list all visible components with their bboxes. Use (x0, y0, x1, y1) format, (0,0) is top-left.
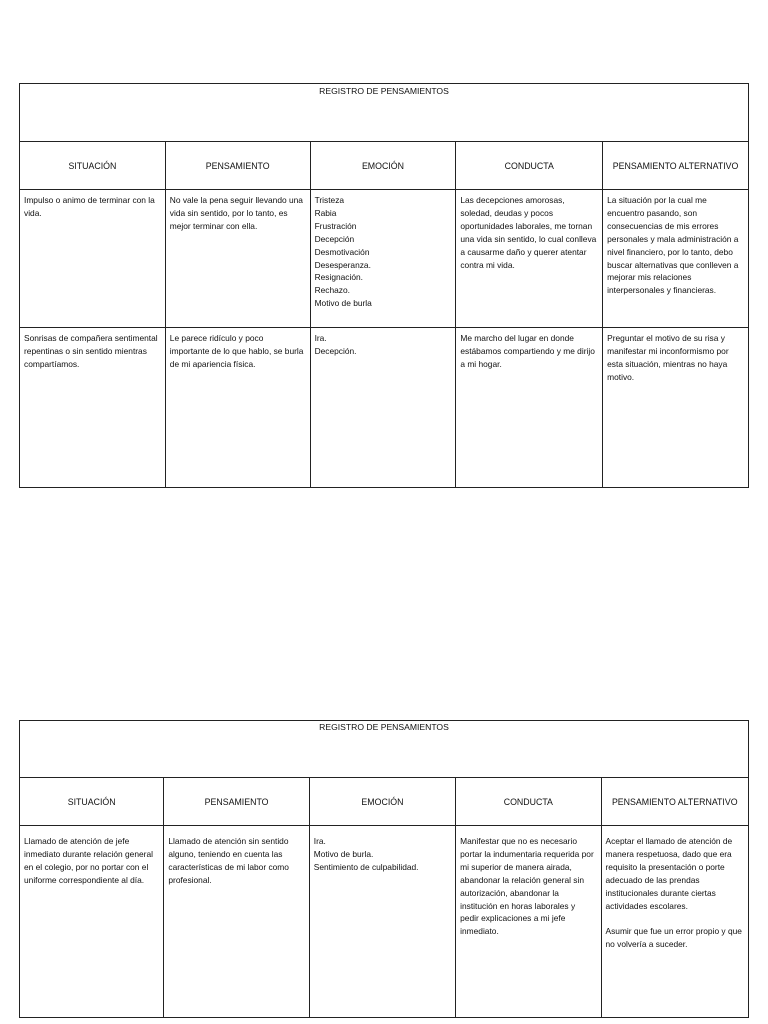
cell-situacion: Impulso o animo de terminar con la vida. (20, 190, 166, 328)
table-row (20, 826, 749, 1018)
cell-pensamiento-alternativo: La situación por la cual me encuentro pasando, son consecuencias de mis errores personales y mala administración a nivel financiero, por lo tanto, debo buscar alternativas que conlleven a mejorar mis relaciones interpersonales y financieras. (603, 190, 749, 328)
header-pensamiento-alternativo: PENSAMIENTO ALTERNATIVO (603, 142, 749, 190)
table-row (20, 328, 749, 488)
header-pensamiento: PENSAMIENTO (165, 142, 310, 190)
cell-pensamiento-alternativo: Aceptar el llamado de atención de manera respetuosa, dado que era requisito la presentación o porte adecuado de las prendas institucionales durante ciertas actividades escolares. Asumir que fue un error propio y que no volvería a suceder. (601, 826, 748, 1018)
cell-conducta: Me marcho del lugar en donde estábamos compartiendo y me dirijo a mi hogar. (456, 328, 603, 488)
header-conducta: CONDUCTA (456, 778, 601, 826)
header-situacion: SITUACIÓN (20, 778, 164, 826)
header-situacion: SITUACIÓN (20, 142, 166, 190)
header-pensamiento: PENSAMIENTO (164, 778, 309, 826)
cell-pensamiento: Llamado de atención sin sentido alguno, teniendo en cuenta las características de mi labor como profesional. (164, 826, 309, 1018)
thought-record-table-1 (19, 83, 749, 488)
cell-conducta: Manifestar que no es necesario portar la indumentaria requerida por mi superior de manera airada, abandonar la relación general sin autorización, abandonar la institución en horas laborales y pedir explicaciones a mi jefe inmediato. (456, 826, 601, 1018)
table-title: REGISTRO DE PENSAMIENTOS (20, 721, 749, 778)
cell-emocion: Ira. Motivo de burla. Sentimiento de culpabilidad. (309, 826, 455, 1018)
cell-conducta: Las decepciones amorosas, soledad, deudas y pocos oportunidades laborales, me tornan una vida sin sentido, lo cual conlleva a causarme daño y querer atentar contra mi vida. (456, 190, 603, 328)
cell-situacion: Sonrisas de compañera sentimental repentinas o sin sentido mientras compartíamos. (20, 328, 166, 488)
table-title: REGISTRO DE PENSAMIENTOS (20, 84, 749, 142)
cell-pensamiento: No vale la pena seguir llevando una vida sin sentido, por lo tanto, es mejor terminar con ella. (165, 190, 310, 328)
cell-pensamiento-alternativo: Preguntar el motivo de su risa y manifestar mi inconformismo por esta situación, mientras no haya motivo. (603, 328, 749, 488)
table-row (20, 190, 749, 328)
header-emocion: EMOCIÓN (310, 142, 456, 190)
cell-pensamiento: Le parece ridículo y poco importante de lo que hablo, se burla de mi apariencia física. (165, 328, 310, 488)
cell-emocion: Ira. Decepción. (310, 328, 456, 488)
header-emocion: EMOCIÓN (309, 778, 455, 826)
cell-emocion: Tristeza Rabia Frustración Decepción Desmotivación Desesperanza. Resignación. Rechazo. Motivo de burla (310, 190, 456, 328)
thought-record-table-2 (19, 720, 749, 1018)
header-pensamiento-alternativo: PENSAMIENTO ALTERNATIVO (601, 778, 748, 826)
cell-situacion: Llamado de atención de jefe inmediato durante relación general en el colegio, por no portar con el uniforme correspondiente al día. (20, 826, 164, 1018)
header-conducta: CONDUCTA (456, 142, 603, 190)
